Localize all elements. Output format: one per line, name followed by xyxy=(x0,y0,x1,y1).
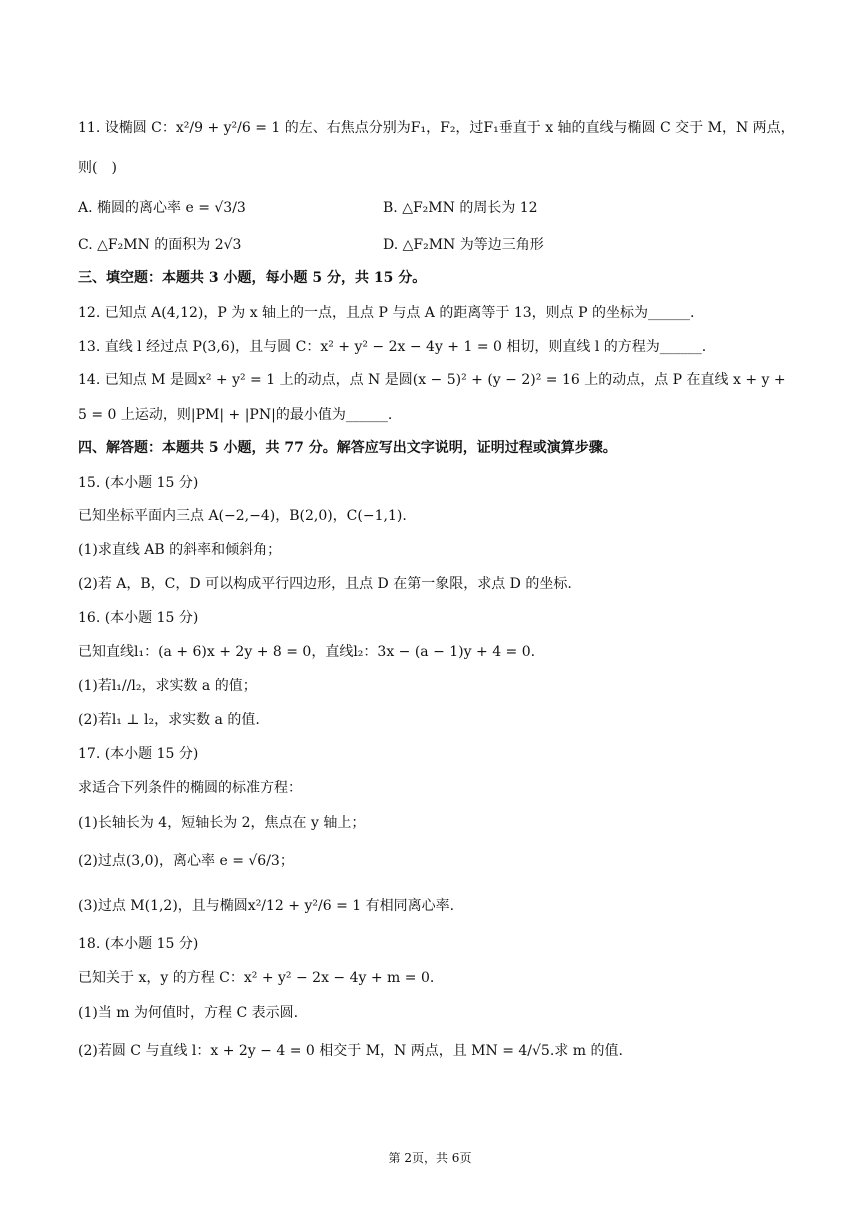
q17-title: 17. (本小题 15 分) xyxy=(78,746,199,762)
q17-part2: (2)过点(3,0)，离心率 e = √6/3； xyxy=(78,853,294,869)
q12-stem: 12. 已知点 A(4,12)，P 为 x 轴上的一点，且点 P 与点 A 的距离等于 13，则点 P 的坐标为______. xyxy=(78,305,695,321)
q11-stem-line1: 11. 设椭圆 C：x²/9 + y²/6 = 1 的左、右焦点分别为F₁，F₂，过F₁垂直于 x 轴的直线与椭圆 C 交于 M，N 两点， xyxy=(78,120,795,136)
q18-part2: (2)若圆 C 与直线 l：x + 2y − 4 = 0 相交于 M，N 两点，且 MN = 4/√5.求 m 的值. xyxy=(78,1043,623,1059)
q16-stem: 已知直线l₁：(a + 6)x + 2y + 8 = 0，直线l₂：3x − (a − 1)y + 4 = 0. xyxy=(78,644,536,660)
q16-title: 16. (本小题 15 分) xyxy=(78,610,199,626)
q14-stem-line2: 5 = 0 上运动，则|PM| + |PN|的最小值为______. xyxy=(78,407,393,423)
page-footer: 第 2页，共 6页 xyxy=(388,1151,472,1165)
q17-part1: (1)长轴长为 4，短轴长为 2，焦点在 y 轴上； xyxy=(78,815,366,831)
section4-heading: 四、解答题：本题共 5 小题，共 77 分。解答应写出文字说明，证明过程或演算步骤。 xyxy=(78,440,617,456)
q15-part2: (2)若 A，B，C，D 可以构成平行四边形，且点 D 在第一象限，求点 D 的坐标. xyxy=(78,576,572,592)
q18-part1: (1)当 m 为何值时，方程 C 表示圆. xyxy=(78,1005,299,1021)
q16-part1: (1)若l₁//l₂，求实数 a 的值； xyxy=(78,678,257,694)
q15-title: 15. (本小题 15 分) xyxy=(78,475,199,491)
q13-stem: 13. 直线 l 经过点 P(3,6)，且与圆 C：x² + y² − 2x − 4y + 1 = 0 相切，则直线 l 的方程为______. xyxy=(78,339,707,355)
q11-option-c: C. △F₂MN 的面积为 2√3 xyxy=(78,237,242,253)
q18-title: 18. (本小题 15 分) xyxy=(78,936,199,952)
q18-stem: 已知关于 x，y 的方程 C：x² + y² − 2x − 4y + m = 0. xyxy=(78,970,435,986)
q17-part3: (3)过点 M(1,2)，且与椭圆x²/12 + y²/6 = 1 有相同离心率. xyxy=(78,898,455,914)
q17-stem: 求适合下列条件的椭圆的标准方程： xyxy=(78,780,302,796)
q15-stem: 已知坐标平面内三点 A(−2,−4)，B(2,0)，C(−1,1). xyxy=(78,508,407,524)
q11-stem-line2: 则( ) xyxy=(78,160,117,176)
q16-part2: (2)若l₁ ⊥ l₂，求实数 a 的值. xyxy=(78,712,260,728)
q15-part1: (1)求直线 AB 的斜率和倾斜角； xyxy=(78,542,282,558)
section3-heading: 三、填空题：本题共 3 小题，每小题 5 分，共 15 分。 xyxy=(78,270,427,286)
q11-option-b: B. △F₂MN 的周长为 12 xyxy=(383,200,538,216)
q11-option-a: A. 椭圆的离心率 e = √3/3 xyxy=(78,200,246,216)
q14-stem-line1: 14. 已知点 M 是圆x² + y² = 1 上的动点，点 N 是圆(x − 5)² + (y − 2)² = 16 上的动点，点 P 在直线 x + y + xyxy=(78,372,786,388)
q11-option-d: D. △F₂MN 为等边三角形 xyxy=(383,237,544,253)
